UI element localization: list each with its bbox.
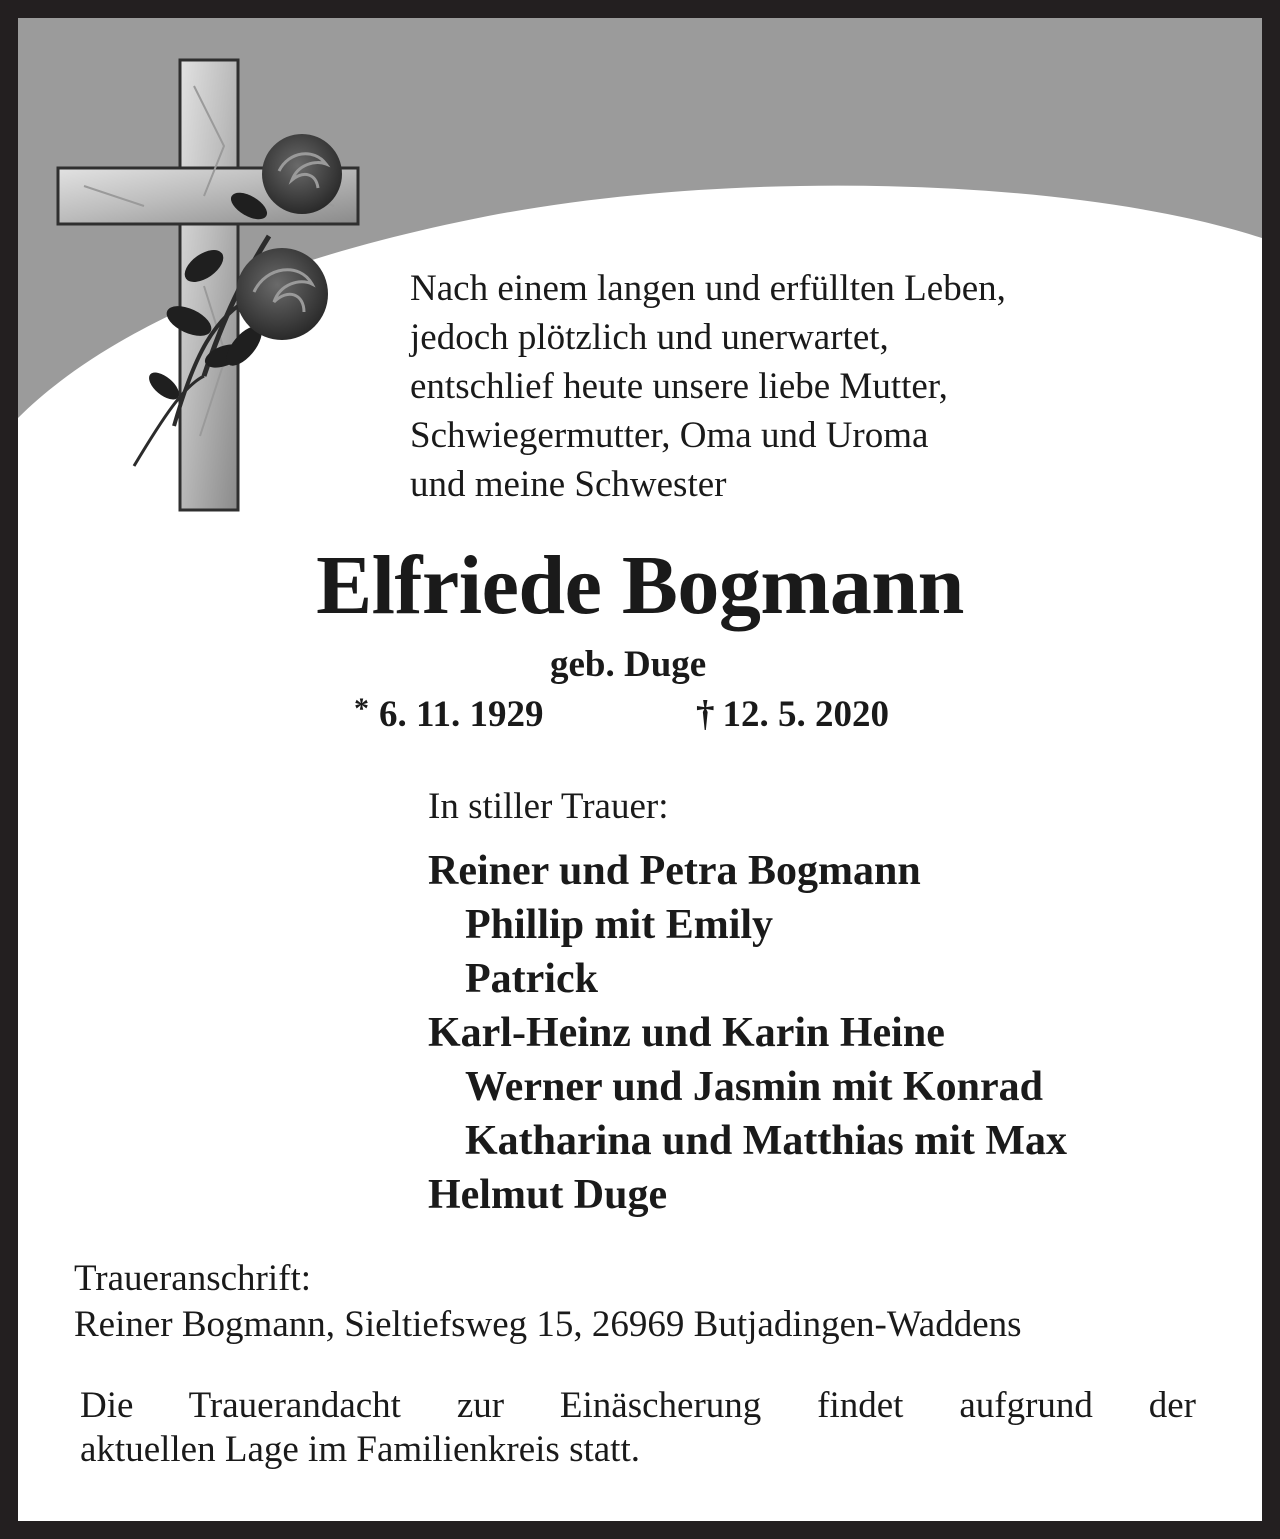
mourner-entry: Helmut Duge xyxy=(428,1172,668,1218)
service-notice xyxy=(80,1384,1196,1472)
death-dagger-icon: † xyxy=(696,694,715,735)
mourner-entry: Phillip mit Emily xyxy=(465,902,774,948)
death-date: 12. 5. 2020 xyxy=(722,694,889,735)
birth-star-icon: * xyxy=(354,692,369,725)
intro-line: und meine Schwester xyxy=(410,464,727,505)
intro-line: entschlief heute unsere liebe Mutter, xyxy=(410,366,948,407)
address-line: Reiner Bogmann, Sieltiefsweg 15, 26969 Butjadingen-Waddens xyxy=(74,1304,1022,1345)
birth-date: 6. 11. 1929 xyxy=(379,694,544,735)
cross-with-roses-icon xyxy=(54,56,374,516)
mourning-label: In stiller Trauer: xyxy=(428,786,669,827)
mourner-entry: Karl-Heinz und Karin Heine xyxy=(428,1010,945,1056)
intro-line: Schwiegermutter, Oma und Uroma xyxy=(410,415,929,456)
address-label: Traueranschrift: xyxy=(74,1258,312,1299)
mourner-list xyxy=(428,844,1067,1222)
mourner-entry: Reiner und Petra Bogmann xyxy=(428,848,921,894)
notice-line: Die Trauerandacht zur Einäscherung findet aufgrund der xyxy=(80,1385,1196,1426)
death-info xyxy=(696,692,889,738)
mourner-entry: Patrick xyxy=(465,956,598,1002)
intro-line: jedoch plötzlich und unerwartet, xyxy=(410,317,889,358)
mourner-entry: Katharina und Matthias mit Max xyxy=(465,1118,1068,1164)
intro-line: Nach einem langen und erfüllten Leben, xyxy=(410,268,1006,309)
notice-line: aktuellen Lage im Familienkreis statt. xyxy=(80,1429,640,1470)
condolence-address xyxy=(74,1256,1022,1348)
maiden-name: geb. Duge xyxy=(550,644,707,685)
intro-text xyxy=(410,264,1006,509)
mourner-entry: Werner und Jasmin mit Konrad xyxy=(465,1064,1043,1110)
obituary-card xyxy=(18,18,1262,1521)
life-dates xyxy=(354,692,889,740)
deceased-name: Elfriede Bogmann xyxy=(316,539,964,632)
